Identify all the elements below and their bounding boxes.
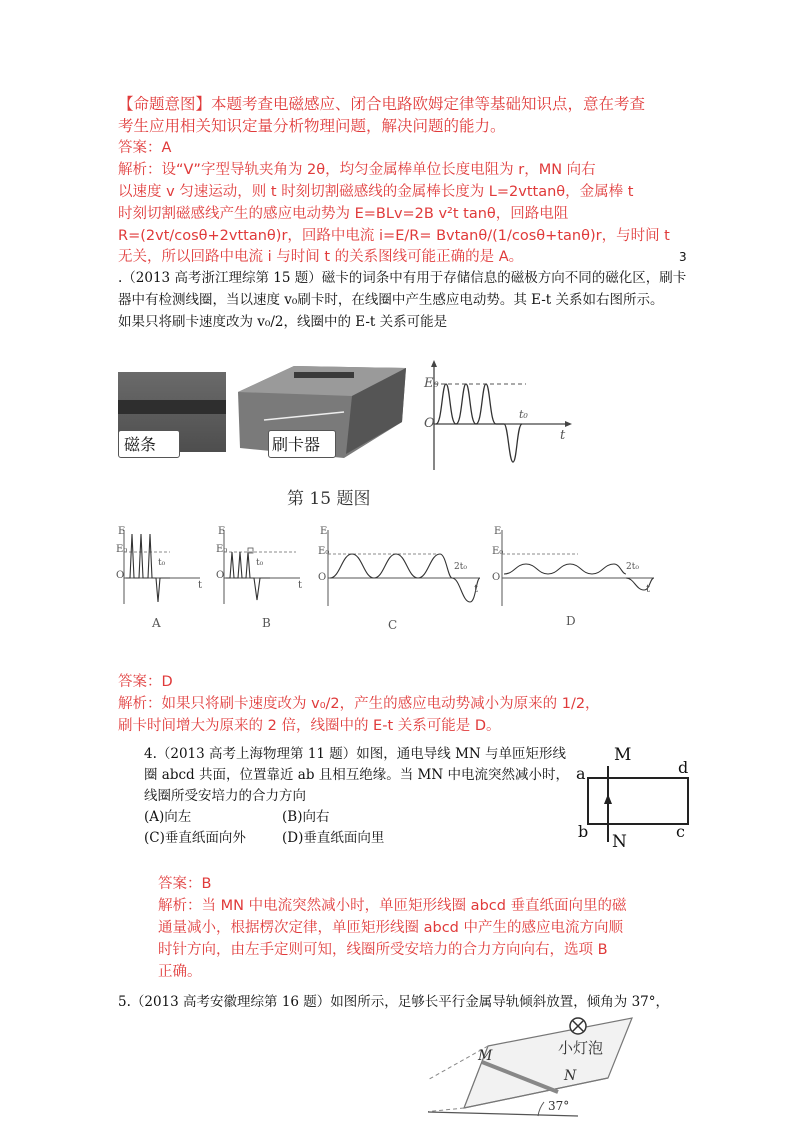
q5-lamp-label: 小灯泡 <box>558 1039 604 1057</box>
option-b-t0: t₀ <box>256 558 264 568</box>
explanation-2-line-4: R=(2vt/cosθ+2vttanθ)r，回路中电流 i=E/R= Bvtanθ/(1/cosθ+tanθ)r，与时间 t <box>118 228 670 244</box>
option-b-e: E <box>218 526 226 537</box>
q4-option-c: (C)垂直纸面向外 <box>144 830 246 846</box>
answer-2: 答案：A <box>118 140 172 156</box>
option-a-e: E <box>118 526 126 537</box>
option-c-e: E <box>320 526 328 537</box>
explanation-2-line-2: 以速度 v 匀速运动，则 t 时刻切割磁感线的金属棒长度为 L=2vttanθ，金属棒 t <box>118 184 634 200</box>
photo-label-reader: 刷卡器 <box>272 435 321 454</box>
main-et-graph <box>418 358 578 474</box>
explanation-2-line-3: 时刻切割磁感线产生的感应电动势为 E=BLv=2B v²t tanθ，回路电阻 <box>118 206 569 222</box>
option-a-t0: t₀ <box>158 558 166 568</box>
q4-label-d: d <box>678 758 689 777</box>
main-graph-t: t <box>560 428 566 443</box>
option-c-t: t <box>474 584 479 595</box>
q5-label-m: M <box>478 1048 493 1064</box>
explanation-3-line-2: 刷卡时间增大为原来的 2 倍，线圈中的 E-t 关系可能是 D。 <box>118 718 501 734</box>
explanation-2-line-5: 无关，所以回路中电流 i 与时间 t 的关系图线可能正确的是 A。 <box>118 249 524 265</box>
explanation-3-line-1: 解析：如果只将刷卡速度改为 v₀/2，产生的感应电动势减小为原来的 1/2， <box>118 696 600 712</box>
q5-label-n: N <box>564 1068 577 1084</box>
q4-line-3: 线圈所受安培力的合力方向 <box>144 788 306 804</box>
q3-line-2: 器中有检测线圈，当以速度 v₀刷卡时，在线圈中产生感应电动势。其 E-t 关系如右图所示。 <box>118 292 664 308</box>
q5-incline-figure <box>428 1012 654 1120</box>
q4-option-b: (B)向右 <box>282 809 330 825</box>
option-d-t: t <box>646 584 651 595</box>
figure-caption-15: 第 15 题图 <box>287 489 371 509</box>
q3-line-1: .（2013 高考浙江理综第 15 题）磁卡的词条中有用于存储信息的磁极方向不同的磁化区，刷卡 <box>118 270 687 286</box>
explanation-4-line-1: 解析：当 MN 中电流突然减小时，单匝矩形线圈 abcd 垂直纸面向里的磁 <box>158 898 627 914</box>
option-b-e0: E₀ <box>216 544 228 555</box>
answer-3: 答案：D <box>118 674 173 690</box>
option-a-graph <box>112 526 202 606</box>
q4-option-d: (D)垂直纸面向里 <box>282 830 385 846</box>
option-c-2t0: 2t₀ <box>454 562 467 572</box>
q4-line-2: 圈 abcd 共面，位置靠近 ab 且相互绝缘。当 MN 中电流突然减小时， <box>144 767 569 783</box>
explanation-4-line-4: 正确。 <box>158 964 202 980</box>
option-d-origin: O <box>492 572 501 583</box>
intent-line-1: 【命题意图】本题考查电磁感应、闭合电路欧姆定律等基础知识点，意在考查 <box>118 95 646 113</box>
option-d-2t0: 2t₀ <box>626 562 639 572</box>
option-a-origin: O <box>116 570 125 581</box>
explanation-4-line-2: 通量减小，根据楞次定律，单匝矩形线圈 abcd 中产生的感应电流方向顺 <box>158 920 623 936</box>
main-graph-t0: t₀ <box>519 408 528 421</box>
q5-angle-label: 37° <box>548 1099 570 1113</box>
option-c-origin: O <box>318 572 327 583</box>
option-d-e0: E₀ <box>492 546 504 557</box>
option-b-t: t <box>298 580 303 591</box>
q4-label-m: M <box>614 745 632 765</box>
q4-label-b: b <box>578 822 589 841</box>
q3-line-3: 如果只将刷卡速度改为 v₀/2，线圈中的 E-t 关系可能是 <box>118 314 448 330</box>
q5-line-1: 5.（2013 高考安徽理综第 16 题）如图所示，足够长平行金属导轨倾斜放置，倾角为 37°， <box>118 994 670 1010</box>
explanation-2-line-1: 解析：设“V”字型导轨夹角为 2θ，均匀金属棒单位长度电阻为 r，MN 向右 <box>118 162 596 178</box>
main-graph-origin: O <box>424 416 435 431</box>
explanation-4-line-3: 时针方向，由左手定则可知，线圈所受安培力的合力方向向右，选项 B <box>158 942 608 958</box>
q4-label-a: a <box>576 764 586 783</box>
intent-line-2: 考生应用相关知识定量分析物理问题，解决问题的能力。 <box>118 117 506 135</box>
page-number: 3 <box>679 250 687 264</box>
photo-label-strip: 磁条 <box>124 435 157 454</box>
magnetic-strip <box>118 400 226 414</box>
q4-label-n: N <box>612 832 627 852</box>
main-graph-e0: E₀ <box>424 376 439 391</box>
q4-line-1: 4.（2013 高考上海物理第 11 题）如图，通电导线 MN 与单匝矩形线 <box>144 746 567 762</box>
option-a-t: t <box>198 580 203 591</box>
option-b-origin: O <box>216 570 225 581</box>
option-b-label: B <box>262 616 271 630</box>
option-a-label: A <box>152 616 161 630</box>
option-c-label: C <box>388 618 398 632</box>
option-d-label: D <box>566 614 576 628</box>
option-c-e0: E₀ <box>318 546 330 557</box>
answer-4: 答案：B <box>158 876 212 892</box>
q4-label-c: c <box>676 822 685 841</box>
q4-option-a: (A)向左 <box>144 809 192 825</box>
option-d-e: E <box>494 526 502 537</box>
option-a-e0: E₀ <box>116 544 128 555</box>
